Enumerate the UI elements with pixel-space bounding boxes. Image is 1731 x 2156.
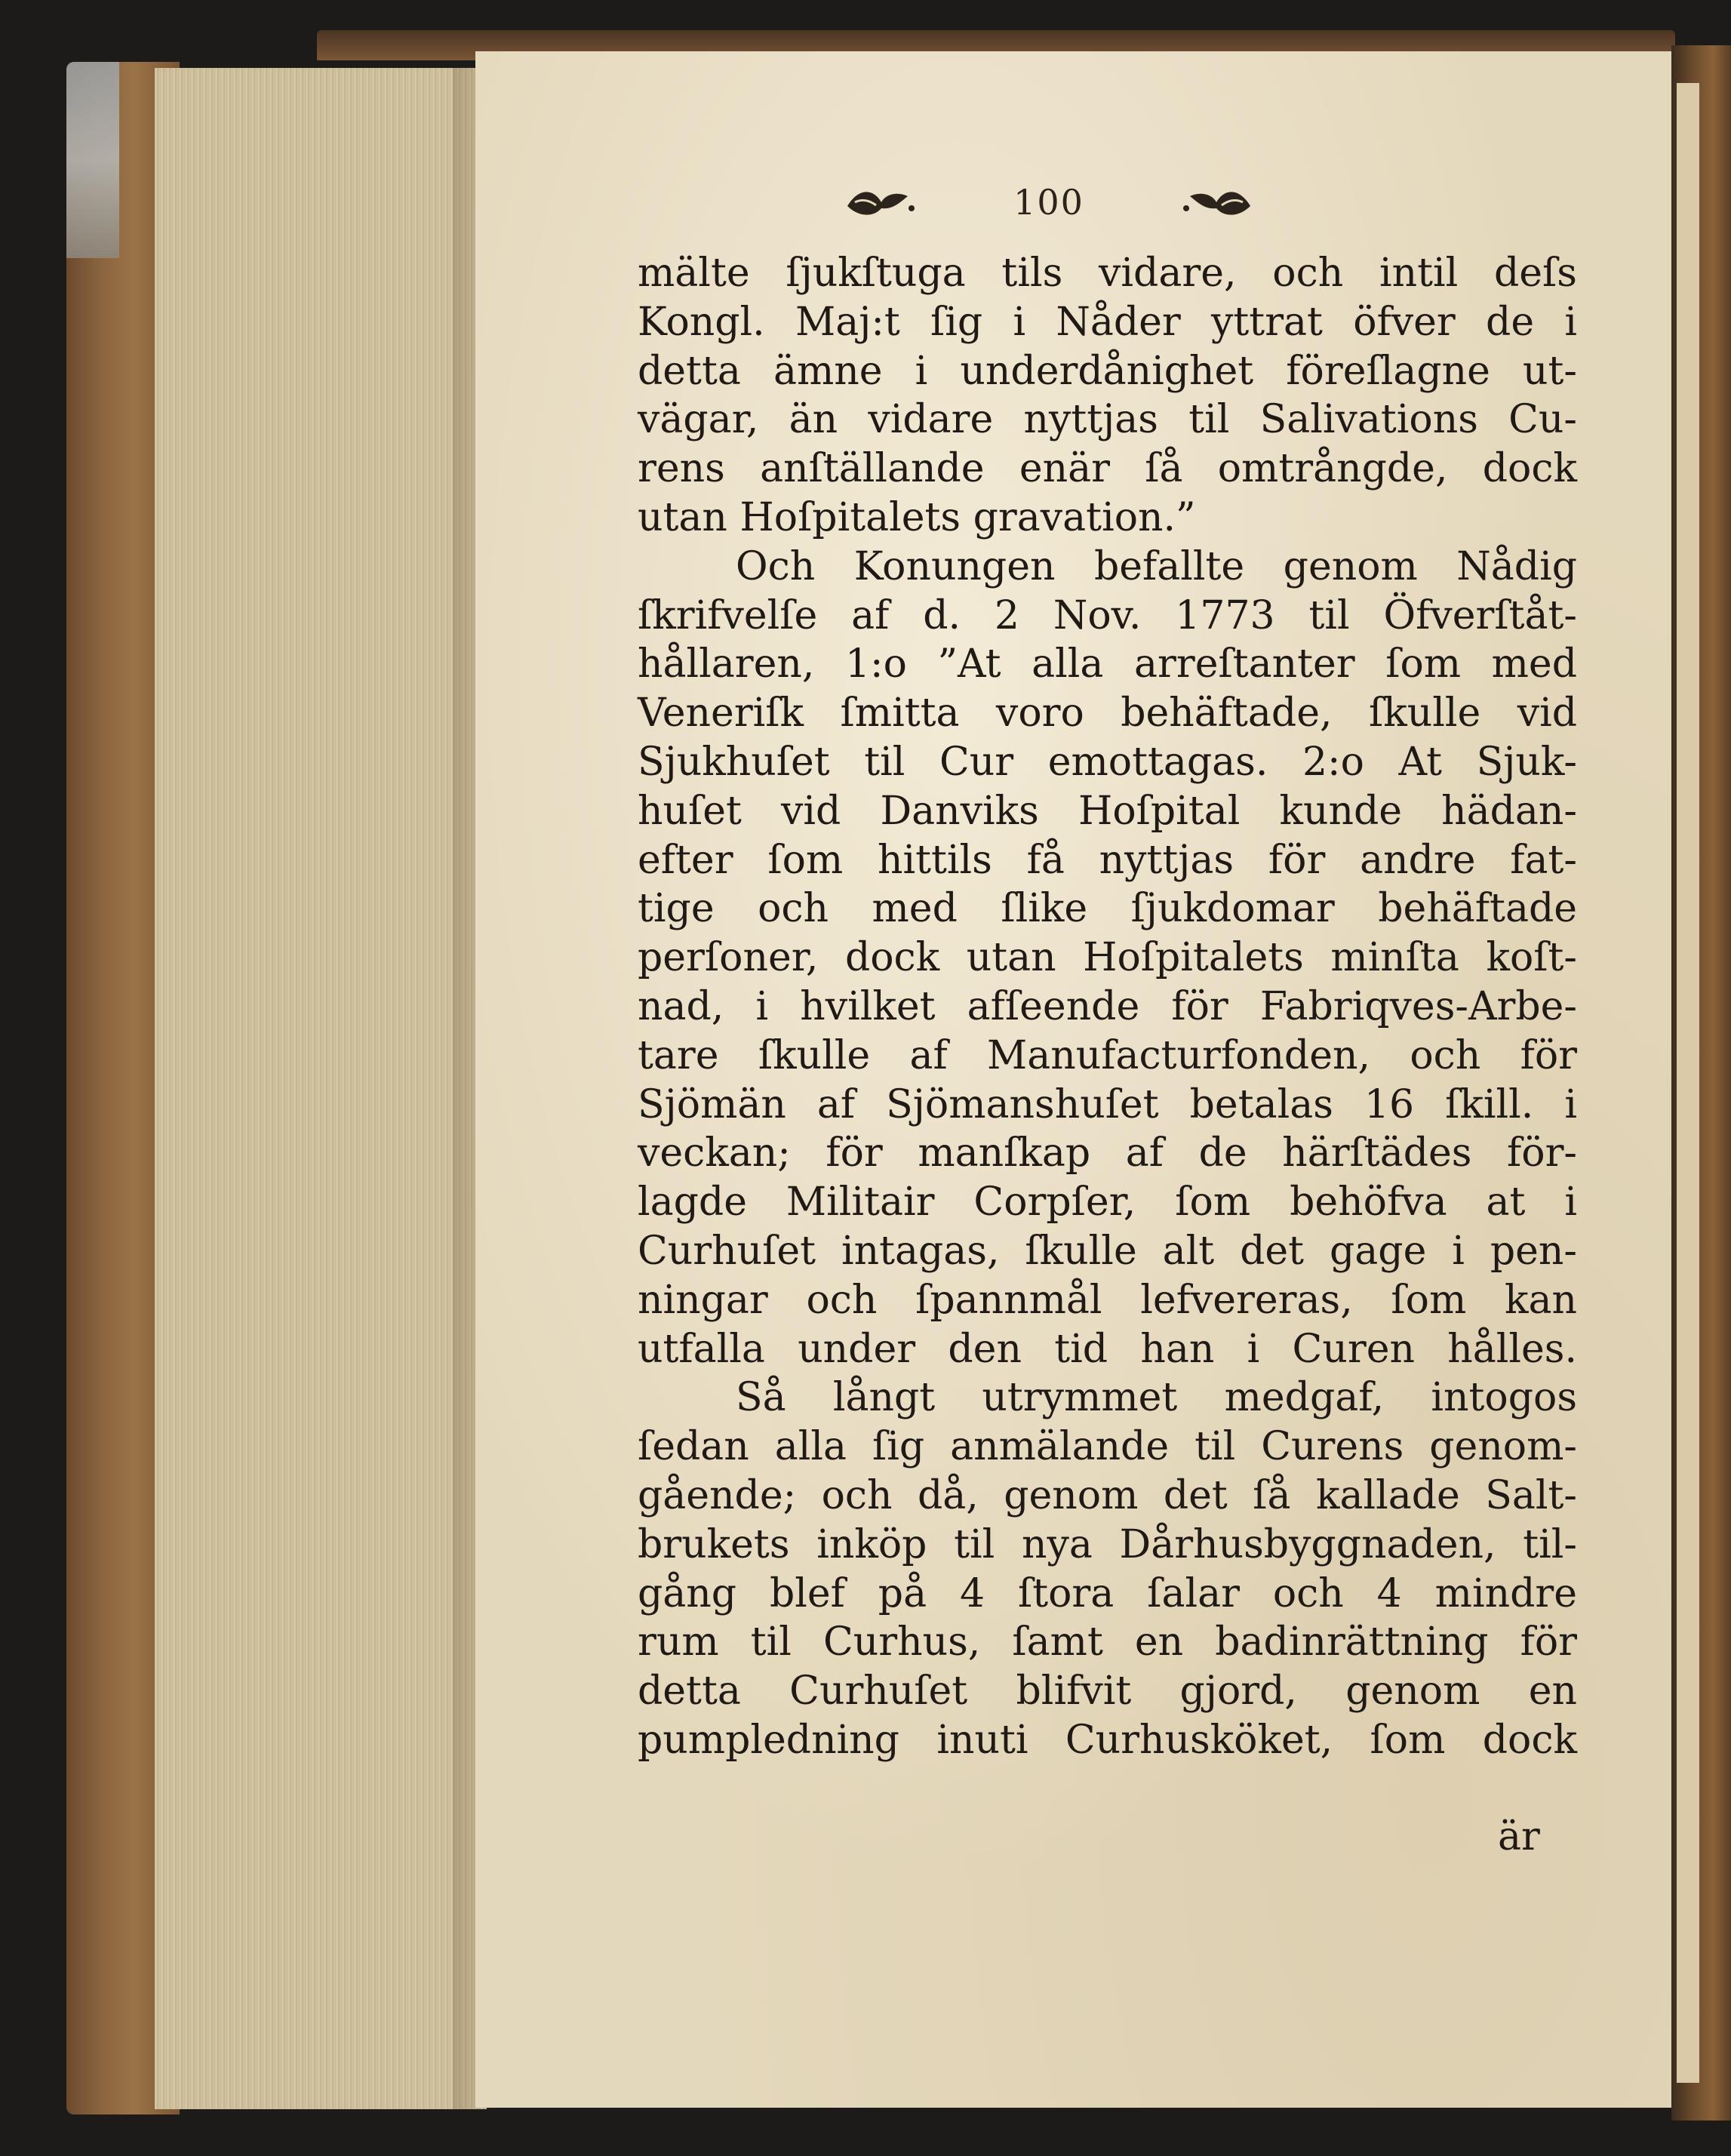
text-line: perſoner, dock utan Hoſpitalets minſta koſt-	[638, 935, 1577, 981]
text-line: utan Hoſpitalets gravation.”	[638, 494, 1196, 540]
cover-wear-patch	[66, 62, 119, 258]
text-line: efter ſom hittils få nyttjas för andre fat-	[638, 837, 1577, 883]
text-line: veckan; för manſkap af de härſtädes för-	[638, 1130, 1577, 1176]
text-line: pumpledning inuti Curhusköket, ſom dock	[638, 1717, 1577, 1763]
text-line: hållaren, 1:o ”At alla arreſtanter ſom med	[638, 641, 1577, 687]
page-header	[755, 172, 1343, 232]
text-line: gående; och då, genom det ſå kallade Salt-	[638, 1472, 1577, 1518]
text-line: rens anſtällande enär ſå omtrångde, dock	[638, 446, 1577, 492]
text-line: huſet vid Danviks Hoſpital kunde hädan-	[638, 788, 1577, 834]
page-number: 100	[1013, 182, 1084, 223]
leaf-ornament-icon	[840, 180, 923, 225]
text-line: Veneriſk ſmitta voro behäftade, ſkulle vid	[638, 690, 1577, 737]
text-line: Kongl. Maj:t ſig i Nåder yttrat öfver de i	[638, 299, 1577, 345]
body-text	[638, 249, 1577, 1765]
text-line: rum til Curhus, ſamt en badinrättning för	[638, 1619, 1577, 1665]
text-line: detta Curhuſet blifvit gjord, genom en	[638, 1669, 1577, 1715]
text-line: vägar, än vidare nyttjas til Salivations Cu-	[638, 397, 1577, 443]
text-line: Så långt utrymmet medgaf, intogos	[736, 1375, 1577, 1421]
text-line: lagde Militair Corpſer, ſom behöfva at i	[638, 1179, 1577, 1226]
catchword: är	[1498, 1814, 1540, 1859]
text-line: Curhuſet intagas, ſkulle alt det gage i pen-	[638, 1228, 1577, 1274]
text-line: ningar och ſpannmål lefvereras, ſom kan	[638, 1277, 1577, 1323]
facing-page-sliver	[1677, 83, 1699, 2083]
leaf-ornament-icon	[1175, 180, 1258, 225]
page-block-edges	[155, 68, 487, 2109]
text-line: nad, i hvilket afſeende för Fabriqves-Arbe-	[638, 983, 1577, 1029]
text-line: utfalla under den tid han i Curen hålles.	[638, 1326, 1577, 1372]
text-line: Och Konungen befallte genom Nådig	[736, 543, 1577, 589]
text-line: mälte ſjukſtuga tils vidare, och intil deſs	[638, 251, 1577, 296]
text-line: ſkrifvelſe af d. 2 Nov. 1773 til Öfverſtåt-	[638, 592, 1577, 638]
text-line: Sjukhuſet til Cur emottagas. 2:o At Sjuk-	[638, 739, 1577, 785]
text-line: gång blef på 4 ſtora ſalar och 4 mindre	[638, 1570, 1577, 1616]
text-line: detta ämne i underdånighet föreſlagne ut-	[638, 348, 1577, 394]
text-line: tare ſkulle af Manufacturfonden, och för	[638, 1032, 1577, 1078]
text-line: ſedan alla ſig anmälande til Curens genom-	[638, 1424, 1577, 1470]
text-line: Sjömän af Sjömanshuſet betalas 16 ſkill. i	[638, 1081, 1577, 1127]
text-line: tige och med ſlike ſjukdomar behäftade	[638, 886, 1577, 932]
text-line: brukets inköp til nya Dårhusbyggnaden, til-	[638, 1521, 1577, 1567]
